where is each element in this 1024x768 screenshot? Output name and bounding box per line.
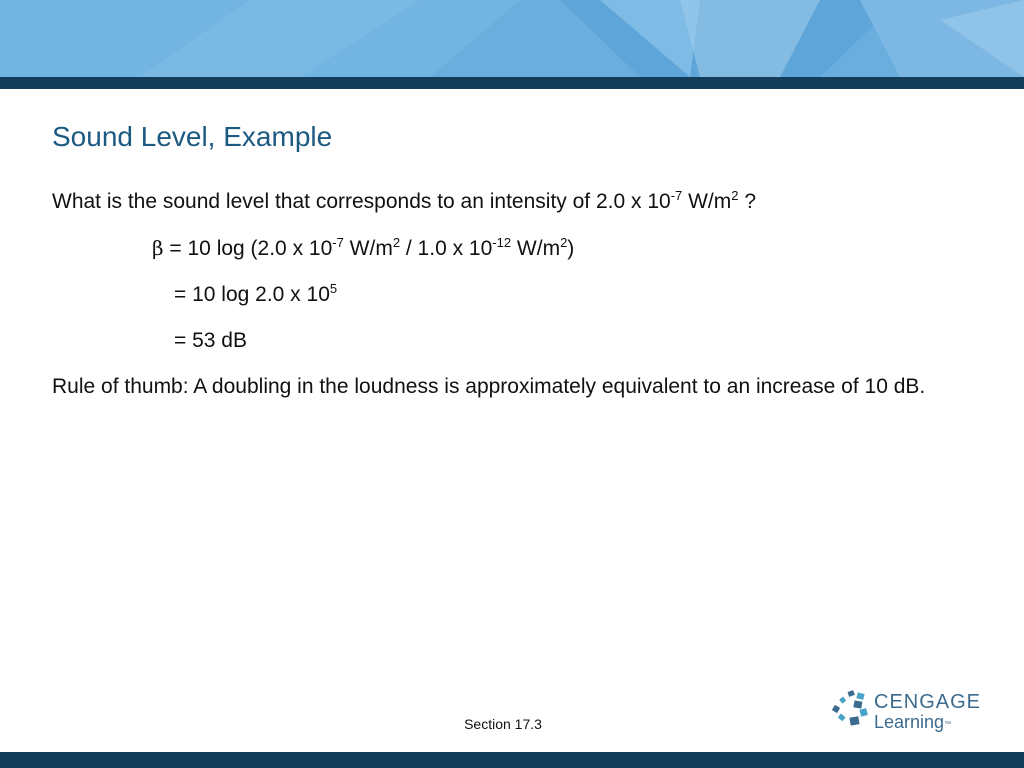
cengage-logo-icon	[830, 688, 870, 732]
footer-rule	[0, 752, 1024, 768]
question-main: What is the sound level that corresponds to an intensity of 2.0 x 10	[52, 190, 671, 213]
calc-1b-exp: 2	[392, 235, 401, 250]
header-rule	[0, 77, 1024, 89]
calc-line-1	[52, 232, 952, 265]
beta-symbol: β	[152, 236, 164, 260]
slide-title: Sound Level, Example	[52, 121, 333, 152]
logo-text-cengage: CENGAGE	[874, 691, 982, 713]
calc-1a: = 10 log (2.0 x 10	[163, 237, 333, 260]
calc-1d-exp: 2	[560, 235, 568, 250]
calc-line-3: = 53 dB	[174, 329, 247, 352]
rule-of-thumb: Rule of thumb: A doubling in the loudness is approximately equivalent to an increase of 10 dB.	[52, 375, 926, 398]
slide-body	[52, 186, 952, 403]
trademark-symbol: ™	[944, 721, 952, 728]
logo-learning-word: Learning	[874, 712, 945, 732]
cengage-logo	[830, 688, 980, 740]
question-unit: W/m	[682, 190, 732, 213]
section-label: Section 17.3	[464, 716, 542, 732]
question-end: ?	[738, 190, 756, 213]
calc-2-text: = 10 log 2.0 x 10	[174, 283, 330, 306]
question-exponent: -7	[670, 188, 683, 203]
calc-2-exp: 5	[329, 281, 338, 296]
question-text	[52, 186, 952, 218]
calc-1e: )	[567, 237, 575, 260]
calc-line-2	[52, 279, 952, 311]
calc-1c: / 1.0 x 10	[400, 237, 493, 260]
calc-1d: W/m	[511, 237, 561, 260]
banner-graphic	[0, 0, 1024, 77]
calc-1b: W/m	[343, 237, 393, 260]
header-banner	[0, 0, 1024, 77]
logo-text-learning	[874, 712, 951, 733]
calc-1c-exp: -12	[492, 235, 512, 250]
calc-1a-exp: -7	[332, 235, 344, 250]
question-unit-exponent: 2	[731, 188, 739, 203]
